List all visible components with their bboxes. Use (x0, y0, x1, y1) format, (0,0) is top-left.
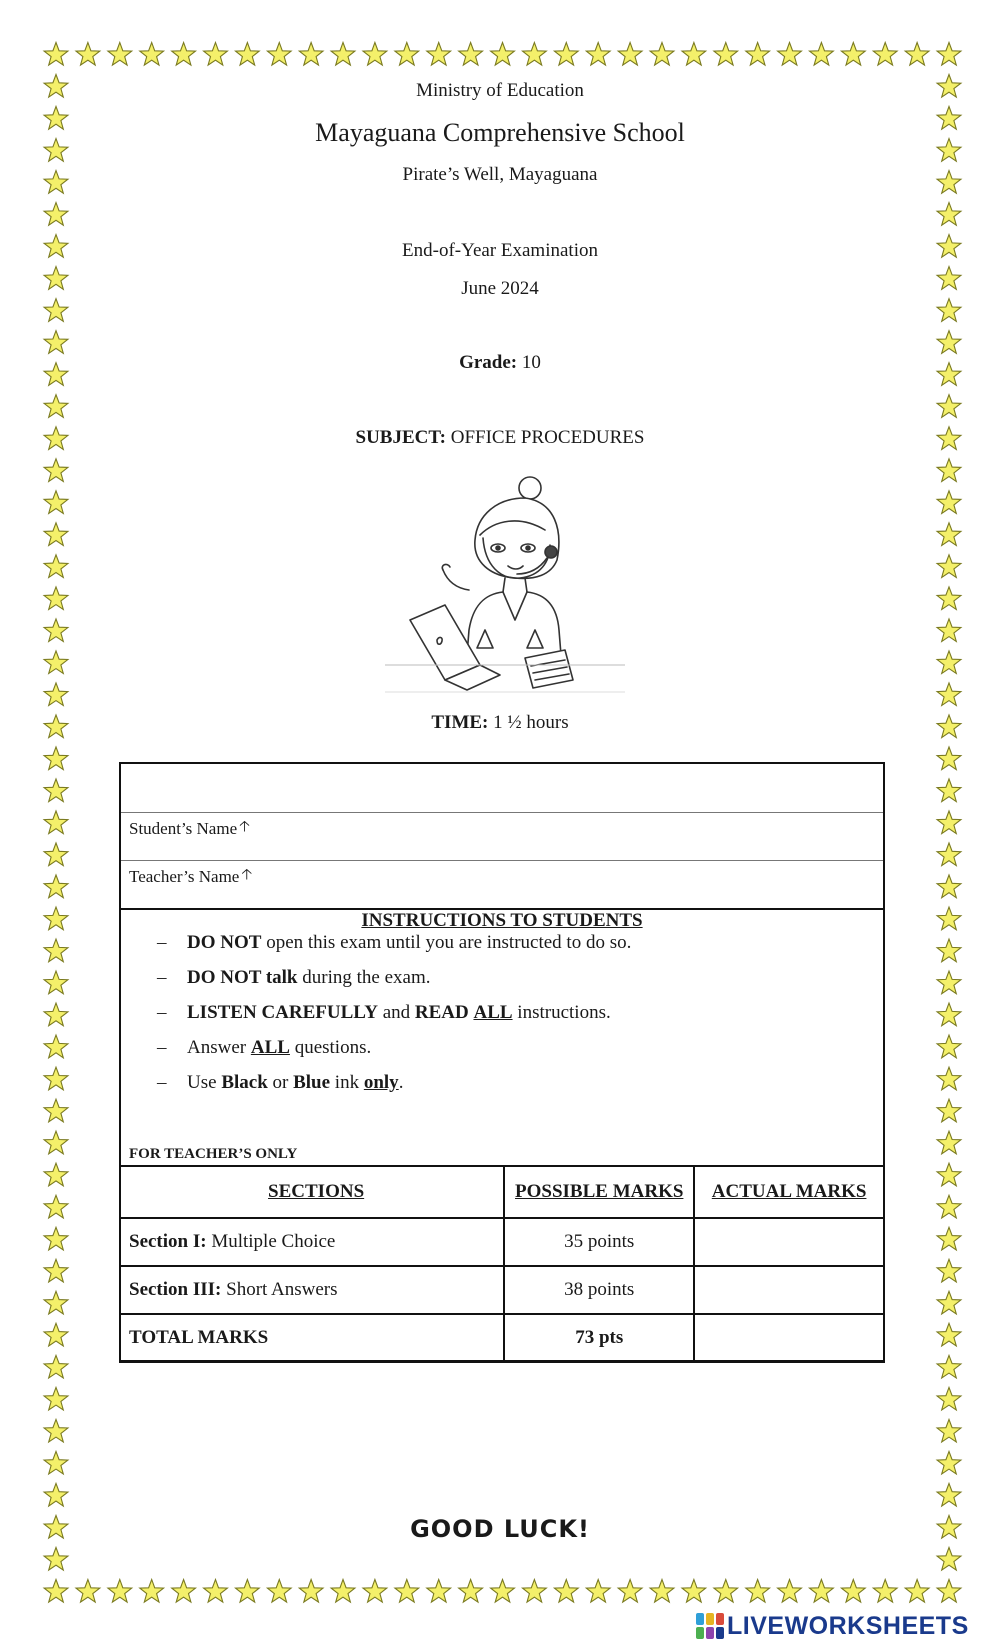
star-icon (459, 43, 483, 66)
star-icon (586, 43, 610, 66)
star-icon (204, 1580, 228, 1603)
brand-name: LIVEWORKSHEETS (727, 1611, 969, 1640)
dash: – (157, 1037, 167, 1058)
star-icon (937, 619, 961, 642)
star-icon (44, 1195, 68, 1218)
star-icon (778, 43, 802, 66)
sections-header: SECTIONS (120, 1166, 504, 1218)
instruction-emphasis: DO NOT talk (187, 967, 298, 988)
star-icon (44, 619, 68, 642)
subject-line (0, 427, 1000, 449)
star-icon (682, 43, 706, 66)
star-icon (841, 1580, 865, 1603)
liveworksheets-logo-icon (695, 1612, 725, 1640)
star-icon (363, 43, 387, 66)
instruction-emphasis: Black (221, 1072, 268, 1093)
ministry-heading: Ministry of Education (416, 80, 584, 101)
star-icon (44, 1291, 68, 1314)
dash: – (157, 1072, 167, 1093)
instruction-emphasis: LISTEN CAREFULLY (187, 1002, 378, 1023)
star-icon (937, 683, 961, 706)
star-icon (299, 43, 323, 66)
teacher-only-caption: FOR TEACHER’S ONLY (129, 1146, 298, 1162)
star-icon (44, 491, 68, 514)
star-icon (459, 1580, 483, 1603)
star-icon (44, 971, 68, 994)
star-icon (236, 1580, 260, 1603)
star-icon (937, 939, 961, 962)
star-icon (937, 1067, 961, 1090)
total-actual[interactable] (694, 1314, 884, 1362)
star-icon (44, 1131, 68, 1154)
star-icon (108, 1580, 132, 1603)
star-icon (363, 1580, 387, 1603)
star-icon (172, 43, 196, 66)
star-icon (236, 43, 260, 66)
instruction-item (157, 1002, 611, 1024)
instruction-emphasis: READ (414, 1002, 469, 1023)
star-icon (44, 203, 68, 226)
star-icon (44, 1227, 68, 1250)
star-icon (714, 1580, 738, 1603)
star-icon (937, 523, 961, 546)
instruction-item (157, 932, 631, 954)
star-icon (937, 1099, 961, 1122)
exam-title: End-of-Year Examination (402, 240, 598, 261)
possible-cell: 35 points (504, 1218, 694, 1266)
star-icon (44, 1259, 68, 1282)
star-icon (44, 683, 68, 706)
possible-cell: 38 points (504, 1266, 694, 1314)
star-icon (937, 587, 961, 610)
instruction-text: instructions. (517, 1002, 611, 1023)
star-icon (140, 1580, 164, 1603)
good-luck-text: GOOD LUCK! (410, 1515, 590, 1543)
instruction-text: open this exam until you are instructed to do so. (266, 932, 632, 953)
star-icon (44, 331, 68, 354)
actual-marks-header: ACTUAL MARKS (694, 1166, 884, 1218)
divider (121, 812, 883, 813)
star-icon (937, 459, 961, 482)
star-icon (44, 1067, 68, 1090)
star-icon (746, 1580, 770, 1603)
star-icon (44, 523, 68, 546)
total-label: TOTAL MARKS (120, 1314, 504, 1362)
star-icon (810, 1580, 834, 1603)
grade-value: 10 (521, 352, 541, 373)
instruction-item (157, 1072, 403, 1094)
star-icon (650, 43, 674, 66)
star-icon (44, 779, 68, 802)
star-icon (44, 875, 68, 898)
instruction-text: during the exam. (302, 967, 431, 988)
star-icon (44, 1035, 68, 1058)
star-icon (331, 1580, 355, 1603)
star-icon (618, 43, 642, 66)
school-name: Mayaguana Comprehensive School (315, 118, 685, 147)
star-icon (937, 299, 961, 322)
table-header-row (120, 1166, 884, 1218)
teacher-name-field[interactable] (129, 864, 252, 889)
star-icon (937, 1419, 961, 1442)
star-icon (44, 747, 68, 770)
star-icon (810, 43, 834, 66)
star-icon (395, 43, 419, 66)
star-icon (44, 299, 68, 322)
star-icon (937, 331, 961, 354)
star-icon (76, 43, 100, 66)
star-icon (523, 43, 547, 66)
instruction-item (157, 1037, 371, 1059)
possible-marks-header: POSSIBLE MARKS (504, 1166, 694, 1218)
section-name: Multiple Choice (211, 1231, 336, 1252)
star-icon (937, 875, 961, 898)
total-possible: 73 pts (504, 1314, 694, 1362)
student-name-label: Student’s Name (129, 819, 238, 838)
liveworksheets-brand[interactable] (695, 1611, 969, 1641)
star-icon (44, 1451, 68, 1474)
star-icon (44, 459, 68, 482)
instructions-title: INSTRUCTIONS TO STUDENTS (361, 910, 643, 931)
star-icon (586, 1580, 610, 1603)
instruction-text: questions. (294, 1037, 372, 1058)
instruction-text: . (398, 1072, 404, 1093)
star-icon (491, 43, 515, 66)
school-location: Pirate’s Well, Mayaguana (402, 164, 598, 185)
star-icon (44, 651, 68, 674)
star-icon (44, 1483, 68, 1506)
table-row (120, 1266, 884, 1314)
star-icon (778, 1580, 802, 1603)
star-icon (44, 587, 68, 610)
star-icon (937, 203, 961, 226)
star-icon (44, 1419, 68, 1442)
section-name: Short Answers (226, 1279, 338, 1300)
instruction-item (157, 967, 430, 989)
star-icon (937, 1163, 961, 1186)
star-icon (937, 779, 961, 802)
dash: – (157, 1002, 167, 1023)
star-icon (937, 907, 961, 930)
star-icon (44, 939, 68, 962)
star-icon (76, 1580, 100, 1603)
star-icon (44, 811, 68, 834)
star-icon (44, 1580, 68, 1603)
time-value: 1 ½ hours (493, 712, 569, 733)
star-icon (44, 43, 68, 66)
subject-label: SUBJECT: (355, 427, 446, 448)
grade-line (0, 352, 1000, 374)
star-icon (682, 1580, 706, 1603)
star-icon (140, 43, 164, 66)
star-icon (873, 1580, 897, 1603)
star-icon (427, 43, 451, 66)
star-icon (746, 43, 770, 66)
star-icon (937, 1355, 961, 1378)
star-icon (937, 843, 961, 866)
star-icon (937, 1323, 961, 1346)
instruction-emphasis: Blue (293, 1072, 331, 1093)
up-arrow-icon: 🡡 (241, 867, 253, 883)
section-cell (120, 1218, 504, 1266)
star-icon (554, 1580, 578, 1603)
star-icon (937, 491, 961, 514)
student-name-field[interactable] (129, 816, 250, 841)
instruction-text: or (272, 1072, 289, 1093)
subject-value: OFFICE PROCEDURES (450, 427, 645, 448)
star-icon (44, 843, 68, 866)
star-icon (905, 43, 929, 66)
star-icon (650, 1580, 674, 1603)
star-icon (44, 1355, 68, 1378)
star-icon (873, 43, 897, 66)
instruction-text: Use (187, 1072, 217, 1093)
star-icon (618, 1580, 642, 1603)
star-icon (204, 43, 228, 66)
star-icon (108, 43, 132, 66)
section-label: Section I: (129, 1231, 207, 1252)
time-label: TIME: (431, 712, 489, 733)
up-arrow-icon: 🡡 (239, 819, 250, 835)
star-icon (44, 907, 68, 930)
star-icon (395, 1580, 419, 1603)
star-icon (937, 651, 961, 674)
exam-cover-box (119, 762, 885, 1362)
instruction-text: and (382, 1002, 411, 1023)
instruction-underline: ALL (250, 1037, 290, 1058)
star-icon (937, 1483, 961, 1506)
star-icon (44, 1163, 68, 1186)
teacher-name-label: Teacher’s Name (129, 867, 240, 886)
star-icon (523, 1580, 547, 1603)
divider (121, 860, 883, 861)
star-icon (937, 1227, 961, 1250)
star-icon (937, 1259, 961, 1282)
star-icon (937, 395, 961, 418)
star-icon (44, 1323, 68, 1346)
exam-date: June 2024 (461, 278, 539, 299)
star-icon (267, 1580, 291, 1603)
star-icon (937, 747, 961, 770)
instruction-underline: ALL (473, 1002, 513, 1023)
star-icon (44, 1003, 68, 1026)
receptionist-illustration (385, 470, 625, 695)
star-icon (937, 1451, 961, 1474)
star-icon (937, 1387, 961, 1410)
actual-cell[interactable] (694, 1266, 884, 1314)
star-icon (937, 811, 961, 834)
instruction-text: Answer (187, 1037, 247, 1058)
star-icon (905, 1580, 929, 1603)
star-icon (44, 555, 68, 578)
instruction-underline: only (363, 1072, 399, 1093)
star-icon (267, 43, 291, 66)
star-icon (841, 43, 865, 66)
table-row (120, 1218, 884, 1266)
star-icon (172, 1580, 196, 1603)
star-icon (937, 1291, 961, 1314)
star-icon (44, 1099, 68, 1122)
star-icon (714, 43, 738, 66)
instruction-emphasis: DO NOT (187, 932, 262, 953)
section-cell (120, 1266, 504, 1314)
dash: – (157, 932, 167, 953)
marks-table (119, 1165, 885, 1363)
dash: – (157, 967, 167, 988)
star-icon (937, 555, 961, 578)
star-icon (937, 43, 961, 66)
grade-label: Grade: (459, 352, 518, 373)
star-icon (937, 1195, 961, 1218)
time-line (0, 712, 1000, 734)
star-icon (44, 1387, 68, 1410)
star-icon (937, 1035, 961, 1058)
star-icon (937, 1548, 961, 1571)
star-icon (937, 1131, 961, 1154)
star-icon (44, 1548, 68, 1571)
star-icon (491, 1580, 515, 1603)
star-icon (44, 395, 68, 418)
total-row (120, 1314, 884, 1362)
star-icon (937, 1580, 961, 1603)
instruction-text: ink (334, 1072, 360, 1093)
star-icon (427, 1580, 451, 1603)
star-icon (299, 1580, 323, 1603)
star-icon (554, 43, 578, 66)
actual-cell[interactable] (694, 1218, 884, 1266)
star-icon (331, 43, 355, 66)
star-icon (937, 1003, 961, 1026)
star-icon (937, 971, 961, 994)
section-label: Section III: (129, 1279, 222, 1300)
